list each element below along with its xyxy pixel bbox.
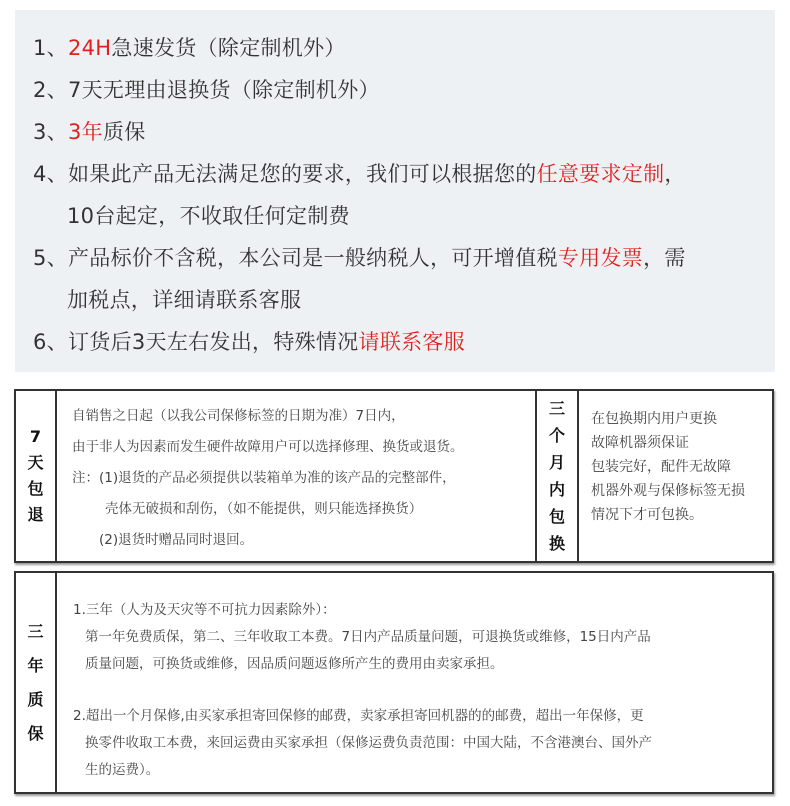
return-exchange-table [14,389,774,563]
return-content [57,391,537,561]
warranty-content [57,573,772,792]
notice-line-4b: 10台起定，不收取任何定制费 [67,204,350,228]
notice-line-5: 5、产品标价不含税，本公司是一般纳税人，可开增值税专用发票，需 [33,246,686,270]
exchange-content [579,391,772,561]
warranty-label [16,573,57,792]
label-char: 质 [27,689,44,709]
warranty-line: 生的运费）。 [85,762,160,778]
label-char: 包 [27,479,44,498]
return-line: (2)退货时赠品同时退回。 [99,532,254,548]
notice-line-6: 6、订货后3天左右发出，特殊情况请联系客服 [33,330,466,354]
exchange-line: 机器外观与保修标签无损 [591,483,745,499]
notice-line-2: 2、7天无理由退换货（除定制机外） [33,78,380,102]
warranty-line: 1.三年（人为及天灾等不可抗力因素除外）： [73,602,336,618]
label-char: 内 [548,480,565,499]
notice-panel [15,10,775,372]
warranty-line: 2.超出一个月保修,由买家承担寄回保修的邮费，卖家承担寄回机器的的邮费，超出一年保修，更 [73,708,644,724]
label-char: 退 [27,505,44,524]
return-label [16,391,57,561]
exchange-line: 情况下才可包换。 [591,507,703,523]
return-line: 注：(1)退货的产品必须提供以装箱单为准的该产品的完整部件， [72,470,456,486]
return-line: 壳体无破损和刮伤，（如不能提供，则只能选择换货） [105,501,423,517]
notice-line-3: 3、3年质保 [33,120,146,144]
return-line: 由于非人为因素而发生硬件故障用户可以选择修理、换货或退货。 [72,439,464,455]
exchange-line: 在包换期内用户更换 [591,411,717,427]
exchange-line: 故障机器须保证 [591,435,689,451]
notice-line-4: 4、如果此产品无法满足您的要求，我们可以根据您的任意要求定制， [33,162,686,186]
label-char: 7 [29,427,42,446]
label-char: 月 [548,453,565,472]
exchange-label [537,391,579,561]
warranty-line: 质量问题，可换货或维修，因品质问题返修所产生的费用由卖家承担。 [85,656,504,672]
label-char: 包 [548,507,565,526]
label-char: 三 [27,621,44,641]
warranty-line: 换零件收取工本费，来回运费由买家承担（保修运费负责范围：中国大陆，不含港澳台、国外产 [85,735,652,751]
label-char: 换 [548,534,565,553]
warranty-table [14,571,774,794]
warranty-line: 第一年免费质保，第二、三年收取工本费。7日内产品质量问题，可退换货或维修，15日内产品 [85,629,651,645]
exchange-line: 包装完好，配件无故障 [591,459,731,475]
notice-line-1: 1、24H急速发货（除定制机外） [33,36,346,60]
label-char: 三 [548,399,565,418]
label-char: 保 [27,723,44,743]
notice-line-5b: 加税点，详细请联系客服 [67,288,302,312]
return-line: 自销售之日起（以我公司保修标签的日期为准）7日内， [72,408,405,424]
label-char: 个 [548,426,565,445]
label-char: 年 [27,655,44,675]
label-char: 天 [27,453,44,472]
